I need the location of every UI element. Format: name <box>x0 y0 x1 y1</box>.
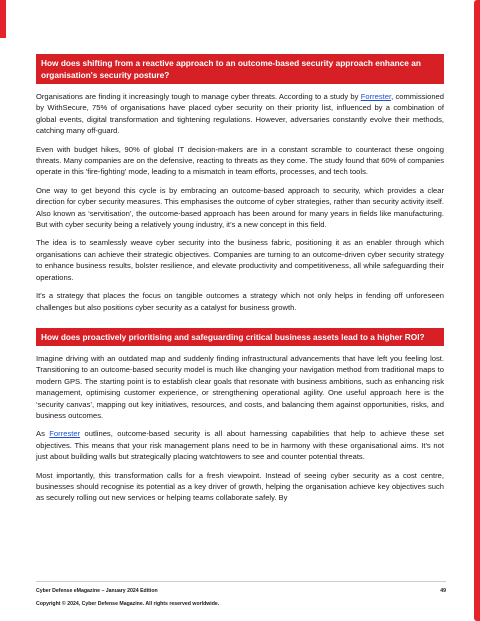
paragraph <box>36 428 444 462</box>
decorative-right-bar <box>474 0 480 621</box>
section-heading-2: How does proactively prioritising and safeguarding critical business assets lead to a higher ROI? <box>36 328 444 346</box>
paragraph: The idea is to seamlessly weave cyber security into the business fabric, positioning it as an enabler through which organisations can achieve their strategic objectives. Companies are turning to an outcome-driven cyber security strategy to enhance business results, bolster resilience, and elevate productivity and competitiveness, all while safeguarding their operations. <box>36 238 444 282</box>
paragraph: Imagine driving with an outdated map and suddenly finding infrastructural advancements that have left you feeling lost. Transitioning to an outcome-based security model is much like changing your navigation method from traditional maps to modern GPS. The starting point is to establish clear goals that resonate with business ambitions, such as enhancing risk management, optimising customer experience, or strengthening operational agility. One useful approach here is the ‘security canvas’, mapping out key initiatives, resources, and costs, and balancing them against opportunities, risks, and business outcomes. <box>36 353 444 420</box>
copyright-notice: Copyright © 2024, Cyber Defense Magazine. All rights reserved worldwide. <box>36 601 220 607</box>
forrester-link[interactable]: Forrester <box>49 429 81 439</box>
paragraph-text: As <box>36 429 50 439</box>
page-footer <box>36 588 446 607</box>
article-body <box>36 54 444 511</box>
forrester-link[interactable]: Forrester <box>360 92 392 101</box>
paragraph-text: , commissioned by WithSecure, 75% of organisations have placed cyber security on their priority list, influenced by a combination of global events, digital transformation and tightening regulations. However, adversaries constantly evolve their methods, catching many off-guard. <box>36 92 444 136</box>
paragraph: It's a strategy that places the focus on tangible outcomes a strategy which not only helps in fending off unforeseen challenges but also positions cyber security as a catalyst for business growth. <box>36 291 444 312</box>
section-heading-1: How does shifting from a reactive approach to an outcome-based security approach enhance an organisation's security posture? <box>36 54 444 84</box>
section-spacer <box>36 320 444 328</box>
paragraph: Most importantly, this transformation calls for a fresh viewpoint. Instead of seeing cyber security as a cost centre, businesses should recognise its potential as a key driver of growth, helping the organisation achieve key objectives such as securely rolling out new services or helping teams collaborate safely. By <box>36 470 444 503</box>
edition-label: Cyber Defense eMagazine – January 2024 Edition <box>36 588 158 594</box>
paragraph <box>36 91 444 137</box>
footer-divider <box>36 581 446 582</box>
paragraph: Even with budget hikes, 90% of global IT decision-makers are in a constant scramble to counteract these ongoing threats. Many companies are on the defensive, reacting to threats as they come. The study found that 60% of companies operate in this 'fire-fighting' mode, leading to a mismatch in team efforts, processes, and tech tools. <box>36 144 444 177</box>
paragraph-text: Organisations are finding it increasingly tough to manage cyber threats. According to a study by <box>36 92 361 101</box>
footer-row <box>36 588 446 594</box>
paragraph-text: outlines, outcome-based security is all about harnessing capabilities that help to achieve these set objectives. This means that your risk management plans need to be in harmony with these organisational aims. It's not just about building walls but strategically placing watchtowers to see and counter potential threats. <box>36 429 444 462</box>
page-number: 49 <box>440 588 446 594</box>
decorative-left-bar <box>0 0 6 38</box>
paragraph: One way to get beyond this cycle is by embracing an outcome-based approach to security, which provides a clear direction for cyber security measures. This emphasises the outcome of cyber strategies, rather than security activity itself. Also known as ‘servitisation’, the outcome-based approach has been around for many years in fields like manufacturing. But with cyber security being a relatively young industry, it’s a new concept in this field. <box>36 185 444 230</box>
